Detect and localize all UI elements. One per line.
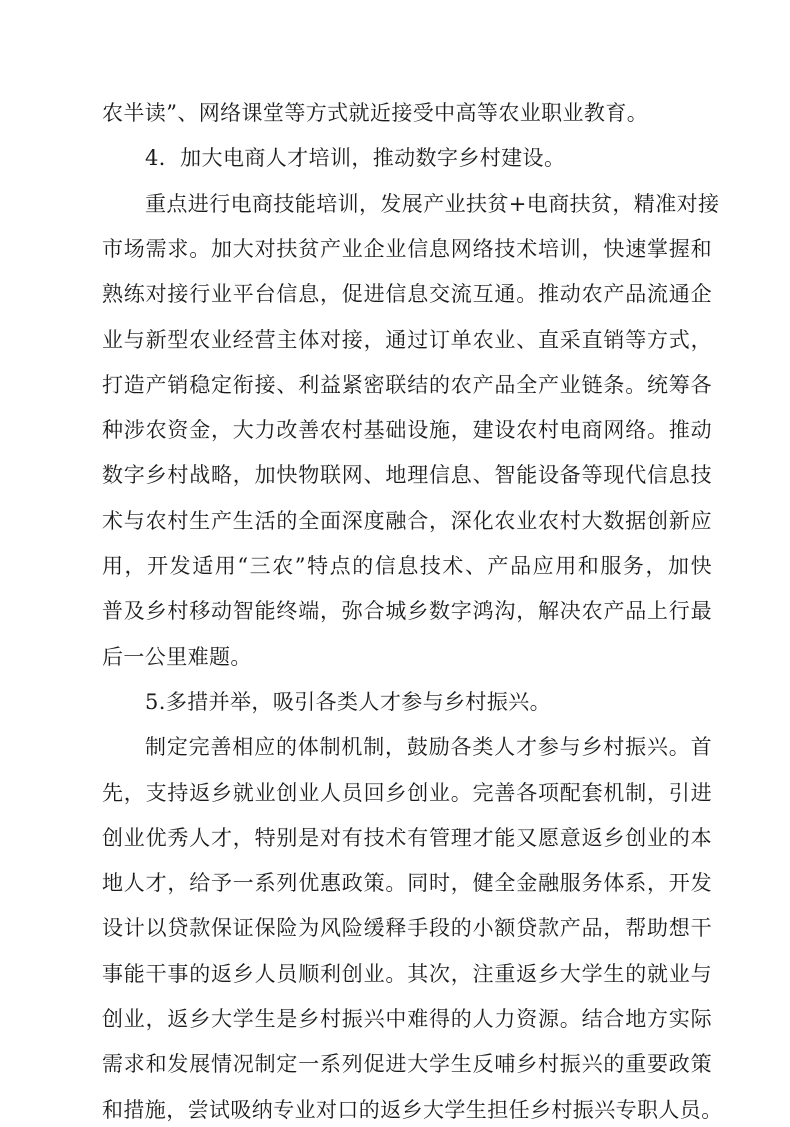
paragraph-line: 设计以贷款保证保险为风险缓释手段的小额贷款产品，帮助想干 <box>102 916 712 941</box>
paragraph-line: 术与农村生产生活的全面深度融合，深化农业农村大数据创新应 <box>102 508 712 533</box>
paragraph-line: 重点进行电商技能培训，发展产业扶贫+电商扶贫，精准对接 <box>145 191 720 216</box>
paragraph-line: 制定完善相应的体制机制，鼓励各类人才参与乡村振兴。首 <box>145 735 712 760</box>
paragraph-line: 业与新型农业经营主体对接，通过订单农业、直采直销等方式， <box>102 327 712 352</box>
paragraph-line: 数字乡村战略，加快物联网、地理信息、智能设备等现代信息技 <box>102 463 712 488</box>
paragraph-line: 种涉农资金，大力改善农村基础设施，建设农村电商网络。推动 <box>102 418 712 443</box>
section-heading-4: 4．加大电商人才培训，推动数字乡村建设。 <box>145 146 566 171</box>
section-heading-5: 5.多措并举，吸引各类人才参与乡村振兴。 <box>145 689 552 714</box>
paragraph-line: 创业，返乡大学生是乡村振兴中难得的人力资源。结合地方实际 <box>102 1007 712 1031</box>
paragraph-line: 用，开发适用“三农”特点的信息技术、产品应用和服务，加快 <box>102 554 712 578</box>
paragraph-line: 需求和发展情况制定一系列促进大学生反哺乡村振兴的重要政策 <box>102 1052 712 1077</box>
paragraph-line: 创业优秀人才，特别是对有技术有管理才能又愿意返乡创业的本 <box>102 825 712 850</box>
paragraph-line: 普及乡村移动智能终端，弥合城乡数字鸿沟，解决农产品上行最 <box>102 599 712 624</box>
paragraph-line: 和措施，尝试吸纳专业对口的返乡大学生担任乡村振兴专职人员。 <box>102 1097 723 1122</box>
paragraph-line: 地人才，给予一系列优惠政策。同时，健全金融服务体系，开发 <box>102 871 712 896</box>
paragraph-line: 市场需求。加大对扶贫产业企业信息网络技术培训，快速掌握和 <box>102 236 712 261</box>
paragraph-line: 先，支持返乡就业创业人员回乡创业。完善各项配套机制，引进 <box>102 780 712 805</box>
paragraph-line: 熟练对接行业平台信息，促进信息交流互通。推动农产品流通企 <box>102 282 712 307</box>
paragraph-line: 后一公里难题。 <box>102 644 252 669</box>
paragraph-line: 农半读”、网络课堂等方式就近接受中高等农业职业教育。 <box>102 101 649 125</box>
paragraph-line: 事能干事的返乡人员顺利创业。其次，注重返乡大学生的就业与 <box>102 961 712 986</box>
paragraph-line: 打造产销稳定衔接、利益紧密联结的农产品全产业链条。统筹各 <box>102 372 712 397</box>
